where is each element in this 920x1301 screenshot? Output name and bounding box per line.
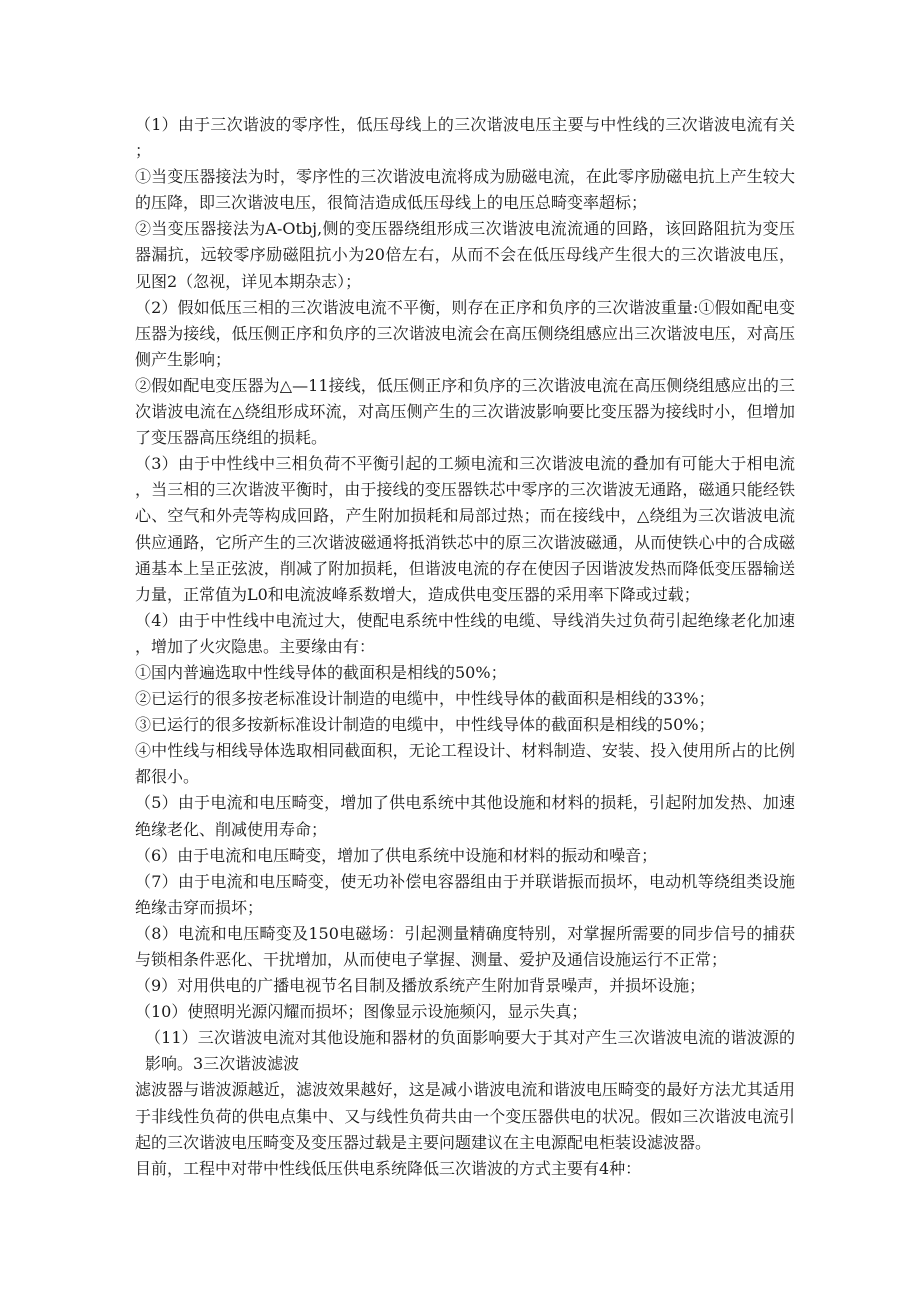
paragraph-2: ①当变压器接法为时，零序性的三次谐波电流将成为励磁电流，在此零序励磁电抗上产生较大的压降，即三次谐波电压，很简洁造成低压母线上的电压总畸变率超标； — [135, 167, 795, 213]
paragraph-18: （11）三次谐波电流对其他设施和器材的负面影响要大于其对产生三次谐波电流的谐波源的影响。3三次谐波滤波 — [145, 1028, 795, 1074]
paragraph-8: ①国内普遍选取中性线导体的截面积是相线的50%； — [135, 662, 507, 682]
paragraph-11: ④中性线与相线导体选取相同截面积，无论工程设计、材料制造、安装、投入使用所占的比例都很小。 — [135, 741, 795, 787]
paragraph-5: ②假如配电变压器为△—11接线，低压侧正序和负序的三次谐波电流在高压侧绕组感应出的三次谐波电流在△绕组形成环流，对高压侧产生的三次谐波影响要比变压器为接线时小，但增加了变压器高压绕组的损耗。 — [135, 375, 795, 448]
paragraph-14: （7）由于电流和电压畸变，使无功补偿电容器组由于并联谐振而损坏，电动机等绕组类设施绝缘击穿而损坏； — [135, 871, 795, 917]
paragraph-16: （9）对用供电的广播电视节名目制及播放系统产生附加背景噪声，并损坏设施； — [135, 976, 706, 996]
document-body — [135, 112, 795, 1182]
paragraph-17: （10）使照明光源闪耀而损坏；图像显示设施频闪，显示失真； — [135, 1002, 588, 1022]
paragraph-15: （8）电流和电压畸变及150电磁场：引起测量精确度特别，对掌握所需要的同步信号的捕获与锁相条件恶化、干扰增加，从而使电子掌握、测量、爱护及通信设施运行不正常； — [135, 923, 795, 969]
paragraph-19: 滤波器与谐波源越近，滤波效果越好，这是减小谐波电流和谐波电压畸变的最好方法尤其适用于非线性负荷的供电点集中、又与线性负荷共由一个变压器供电的状况。假如三次谐波电流引起的三次谐波电压畸变及变压器过载是主要问题建议在主电源配电柜装设滤波器。 — [135, 1080, 795, 1152]
paragraph-20: 目前，工程中对带中性线低压供电系统降低三次谐波的方式主要有4种： — [135, 1158, 642, 1178]
paragraph-13: （6）由于电流和电压畸变，增加了供电系统中设施和材料的振动和噪音； — [135, 845, 658, 865]
paragraph-7: （4）由于中性线中电流过大，使配电系统中性线的电缆、导线消失过负荷引起绝缘老化加速，增加了火灾隐患。主要缘由有： — [135, 610, 795, 656]
paragraph-9: ②已运行的很多按老标准设计制造的电缆中，中性线导体的截面积是相线的33%； — [135, 689, 715, 709]
paragraph-1: （1）由于三次谐波的零序性，低压母线上的三次谐波电压主要与中性线的三次谐波电流有关； — [135, 115, 795, 161]
paragraph-4: （2）假如低压三相的三次谐波电流不平衡，则存在正序和负序的三次谐波重量:①假如配电变压器为接线，低压侧正序和负序的三次谐波电流会在高压侧绕组感应出三次谐波电压，对高压侧产生影响； — [135, 297, 795, 369]
paragraph-12: （5）由于电流和电压畸变，增加了供电系统中其他设施和材料的损耗，引起附加发热、加速绝缘老化、削减使用寿命； — [135, 793, 795, 839]
paragraph-6: （3）由于中性线中三相负荷不平衡引起的工频电流和三次谐波电流的叠加有可能大于相电流，当三相的三次谐波平衡时，由于接线的变压器铁芯中零序的三次谐波无通路，磁通只能经铁心、空气和外壳等构成回路，产生附加损耗和局部过热；而在接线中，△绕组为三次谐波电流供应通路，它所产生的三次谐波磁通将抵消铁芯中的原三次谐波磁通，从而使铁心中的合成磁通基本上呈正弦波，削减了附加损耗，但谐波电流的存在使因子因谐波发热而降低变压器输送力量，正常值为L0和电流波峰系数增大，造成供电变压器的采用率下降或过载； — [135, 454, 795, 604]
paragraph-3: ②当变压器接法为A-Otbj,侧的变压器绕组形成三次谐波电流流通的回路，该回路阻抗为变压器漏抗，远较零序励磁阻抗小为20倍左右，从而不会在低压母线产生很大的三次谐波电压，见图2（忽视，详见本期杂志）； — [135, 219, 795, 291]
paragraph-10: ③已运行的很多按新标准设计制造的电缆中，中性线导体的截面积是相线的50%； — [135, 715, 715, 735]
